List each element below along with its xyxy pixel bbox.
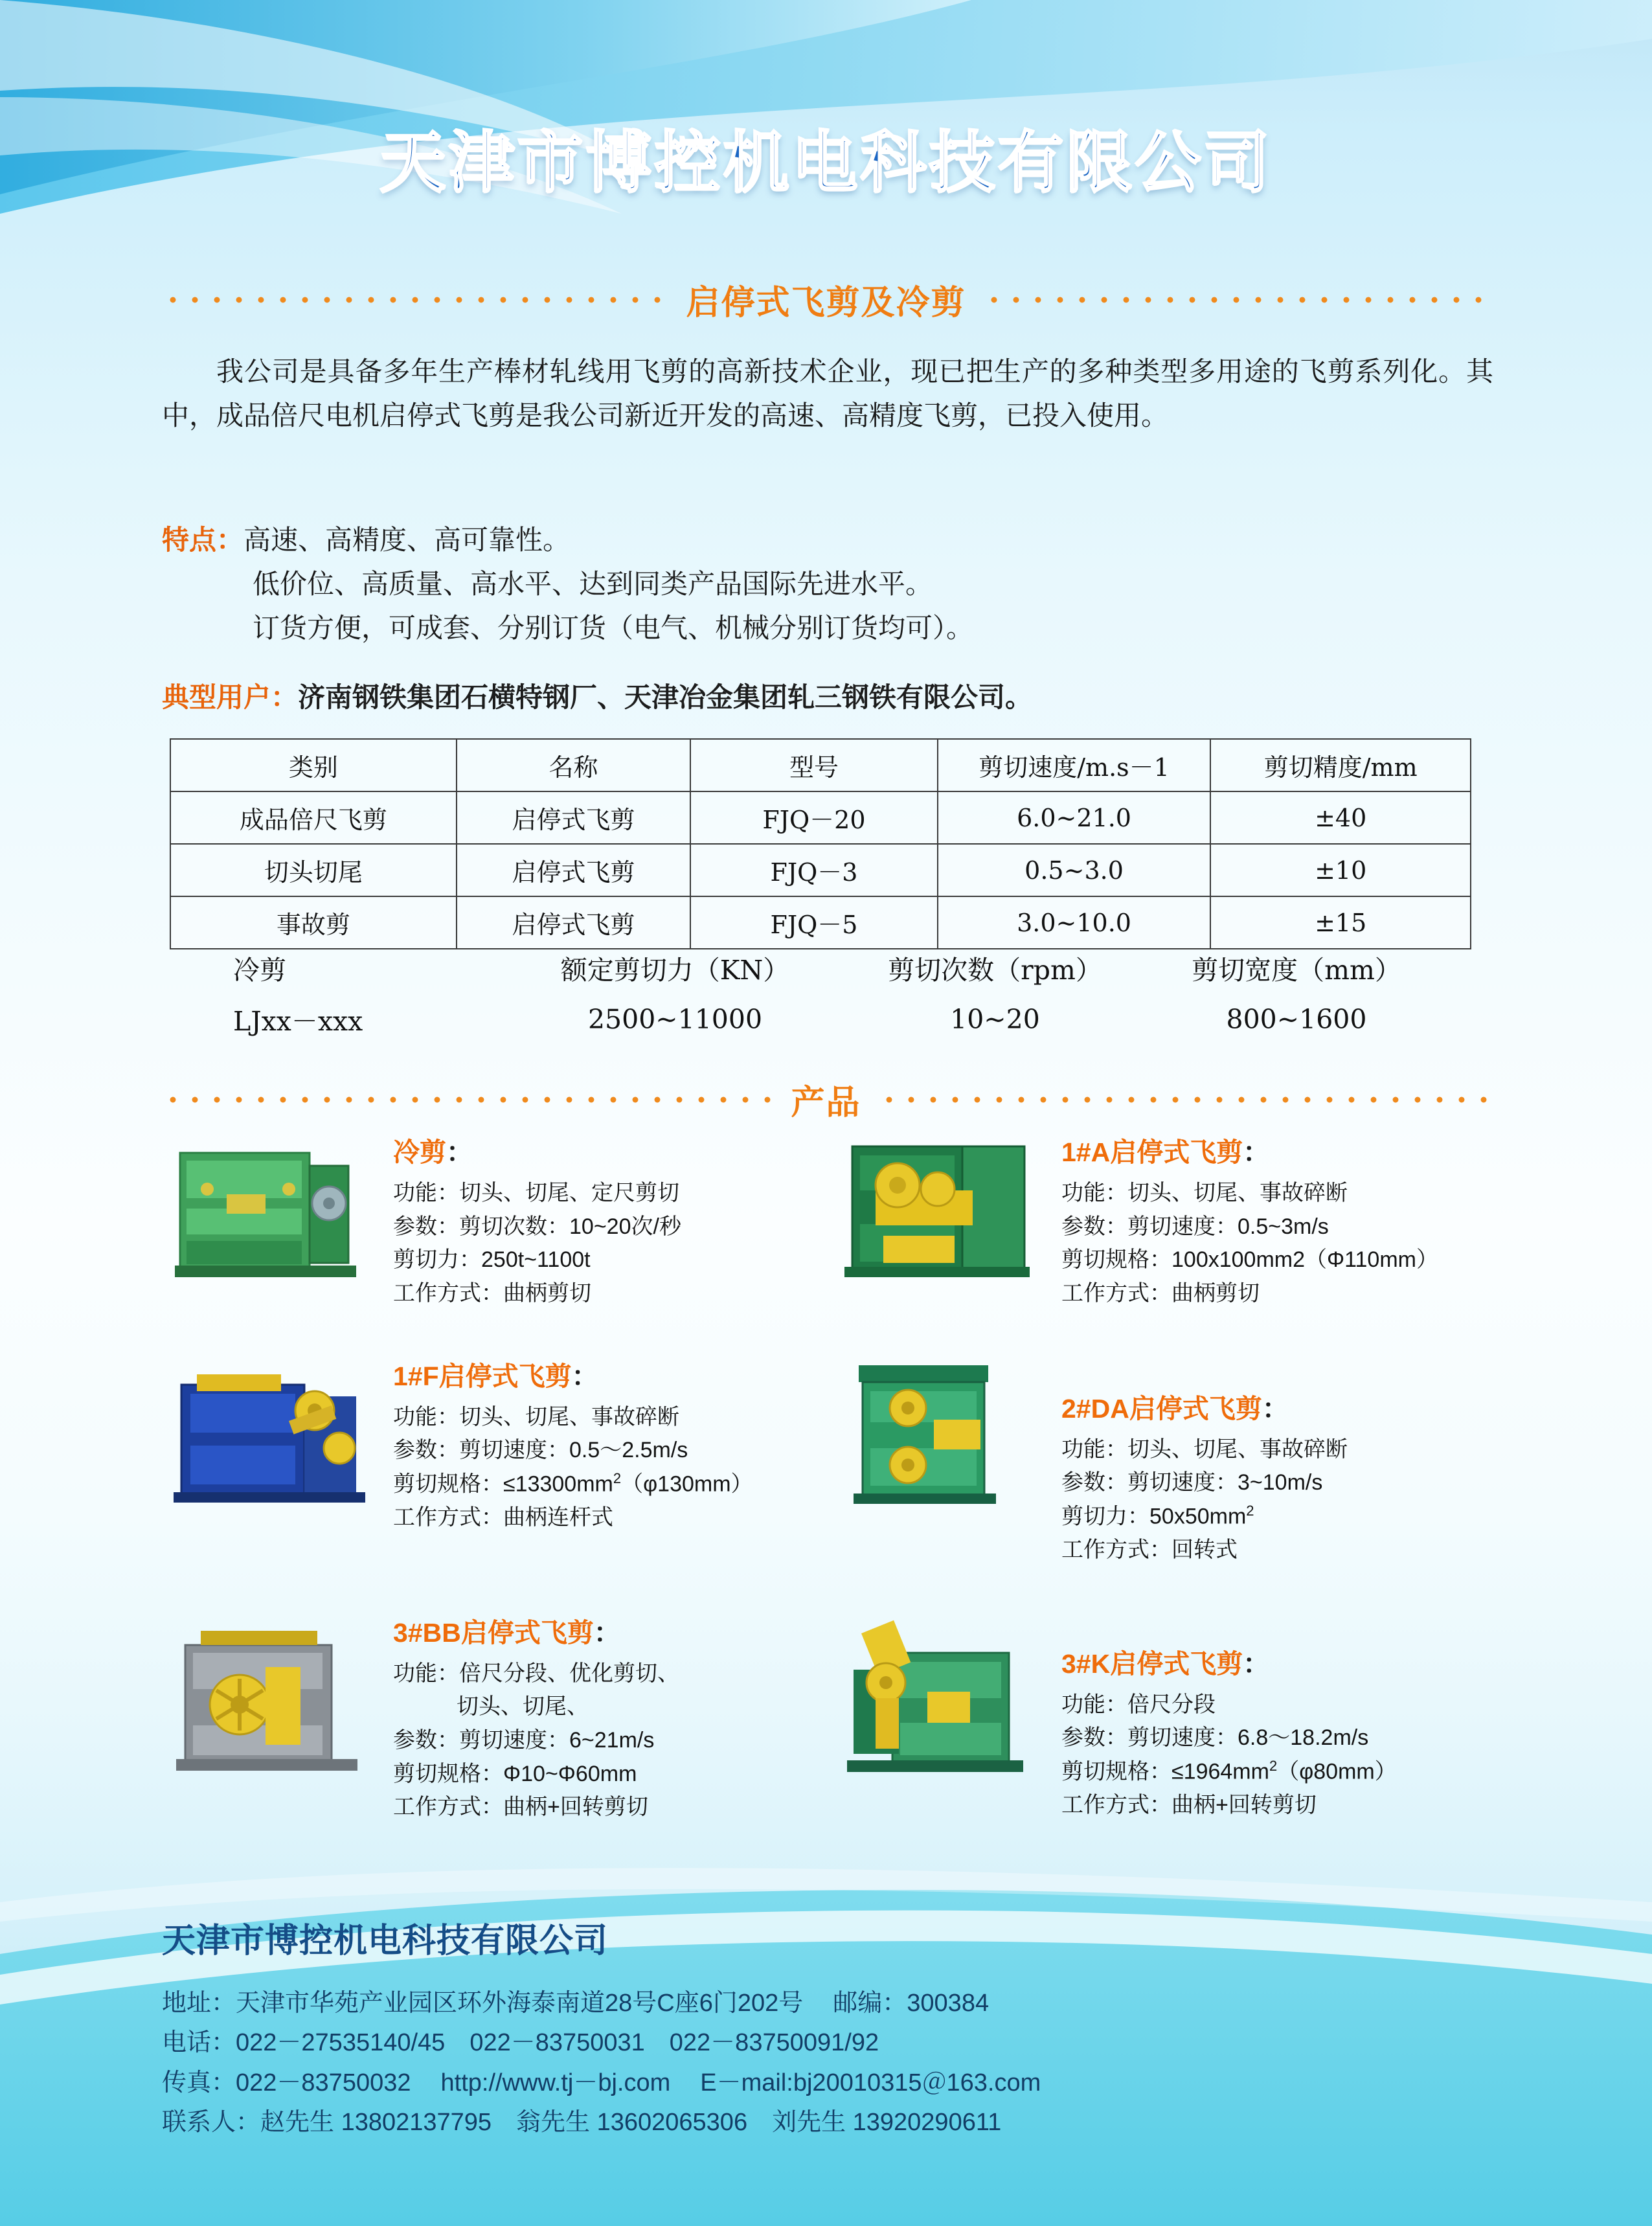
- spec-th-3: 剪切速度/m.s－1: [938, 739, 1211, 791]
- product-card-1a: [827, 1127, 1495, 1315]
- product-image-3bb: [159, 1607, 379, 1824]
- spec-r1c0: 切头切尾: [170, 844, 457, 896]
- product-info-2da: [1061, 1351, 1495, 1567]
- product-line: 参数：剪切速度：3~10m/s: [1061, 1470, 1323, 1495]
- footer-contacts-row: [162, 2103, 1496, 2143]
- products-grid: [159, 1127, 1496, 1828]
- phone-label: 电话：: [162, 2029, 236, 2057]
- product-line: 剪切规格：100x100mm2（Φ110mm）: [1061, 1247, 1438, 1273]
- product-title-colon: ：: [1262, 1393, 1289, 1424]
- cold-th-1: 额定剪切力（KN）: [560, 955, 790, 986]
- product-title-colon: ：: [571, 1361, 598, 1391]
- product-row-2: [159, 1351, 1496, 1571]
- product-row-3: [159, 1607, 1496, 1828]
- feature-text-3: 订货方便，可成套、分别订货（电气、机械分别订货均可）。: [253, 613, 974, 644]
- feature-row-3: [162, 606, 1493, 650]
- spec-th-4: 剪切精度/mm: [1210, 739, 1471, 791]
- product-title-1a: [1061, 1131, 1495, 1169]
- product-line: 工作方式：曲柄+回转剪切: [1061, 1793, 1317, 1818]
- product-line: 参数：剪切速度：6.8～18.2m/s: [1061, 1725, 1369, 1751]
- spec-th-1: 名称: [457, 739, 690, 791]
- product-title-text: 3#K启停式飞剪: [1061, 1648, 1243, 1679]
- product-image-cold-shear: [159, 1127, 379, 1311]
- product-line: 工作方式：曲柄剪切: [393, 1281, 591, 1306]
- product-row-1: [159, 1127, 1496, 1315]
- spec-r0c2: FJQ－20: [690, 791, 938, 844]
- product-line: 切头、切尾、: [457, 1694, 589, 1720]
- product-line: 功能：倍尺分段: [1061, 1692, 1216, 1717]
- product-line: 功能：切头、切尾、事故碎断: [393, 1404, 679, 1429]
- address-value: 天津市华苑产业园区环外海泰南道28号C座6门202号: [236, 1989, 804, 2017]
- product-card-1f: [159, 1351, 827, 1571]
- footer-phone-row: [162, 2023, 1496, 2063]
- feature-row-1: [162, 518, 1493, 562]
- cold-th-3: 剪切宽度（mm）: [1192, 955, 1401, 986]
- product-title-2da: [1061, 1387, 1495, 1425]
- spec-r1c3: 0.5~3.0: [938, 844, 1211, 896]
- features-label: 特点：: [162, 525, 244, 555]
- product-title-text: 2#DA启停式飞剪: [1061, 1393, 1262, 1424]
- product-title-text: 1#F启停式飞剪: [393, 1361, 572, 1391]
- footer-company: 天津市博控机电科技有限公司: [162, 1922, 609, 1960]
- cold-shear-table: [214, 942, 1444, 1045]
- product-line: 功能：切头、切尾、事故碎断: [1061, 1437, 1348, 1462]
- cold-r0c3: 800~1600: [1226, 1003, 1367, 1035]
- page-title: 天津市博控机电科技有限公司: [379, 124, 1273, 201]
- typical-users-row: [162, 677, 1493, 718]
- cold-table-header-row: [214, 942, 1444, 994]
- product-image-1f: [159, 1351, 379, 1567]
- cold-r0c2: 10~20: [950, 1003, 1040, 1035]
- cold-th-0: 冷剪: [233, 955, 286, 986]
- spec-r2c0: 事故剪: [170, 896, 457, 949]
- product-line: 参数：剪切速度：0.5～2.5m/s: [393, 1438, 688, 1463]
- product-image-3k: [827, 1607, 1047, 1824]
- feature-row-2: [162, 562, 1493, 606]
- contact-label: 联系人：: [162, 2109, 261, 2137]
- product-card-3bb: [159, 1607, 827, 1828]
- typical-users-label: 典型用户：: [162, 682, 299, 712]
- feature-text-2: 低价位、高质量、高水平、达到同类产品国际先进水平。: [253, 569, 933, 600]
- phone-value: 022－27535140/45 022－83750031 022－83750091/92: [236, 2029, 879, 2057]
- intro-block: [162, 350, 1493, 438]
- product-card-2da: [827, 1351, 1495, 1571]
- product-line: 工作方式：曲柄连杆式: [393, 1505, 613, 1530]
- product-line: 功能：切头、切尾、定尺剪切: [393, 1181, 679, 1205]
- address-label: 地址：: [162, 1989, 236, 2017]
- email-link[interactable]: E－mail:bj20010315＠163.com: [700, 2069, 1041, 2096]
- dotted-rule-left-2: [162, 1096, 775, 1103]
- table-row: [170, 844, 1471, 896]
- spec-r1c4: ±10: [1210, 844, 1471, 896]
- footer-fax-row: [162, 2063, 1496, 2104]
- product-title-cold-shear: [393, 1131, 827, 1169]
- intro-paragraph: 我公司是具备多年生产棒材轧线用飞剪的高新技术企业，现已把生产的多种类型多用途的飞剪系列化。其中，成品倍尺电机启停式飞剪是我公司新近开发的高速、高精度飞剪，已投入使用。: [162, 356, 1493, 431]
- dotted-rule-right-2: [878, 1096, 1491, 1103]
- product-info-cold-shear: [393, 1127, 827, 1311]
- product-line: 剪切力：250t~1100t: [393, 1247, 591, 1273]
- spec-r0c0: 成品倍尺飞剪: [170, 791, 457, 844]
- product-line: 剪切规格：$\le 13300mm^2(\varphi 130mm)$: [393, 1470, 753, 1497]
- typical-users-value: 济南钢铁集团石横特钢厂、天津冶金集团轧三钢铁有限公司。: [298, 682, 1033, 712]
- section-band-products: [162, 1075, 1490, 1124]
- section-title-2: 产品: [791, 1084, 861, 1122]
- product-title-colon: ：: [1243, 1648, 1270, 1679]
- contact-value: 赵先生 13802137795 翁先生 13602065306 刘先生 13920290611: [260, 2109, 1002, 2137]
- spec-r2c4: ±15: [1210, 896, 1471, 949]
- product-title-3k: [1061, 1642, 1495, 1681]
- product-line: 工作方式：曲柄剪切: [1061, 1281, 1260, 1306]
- zip-value: 300384: [907, 1989, 990, 2017]
- section-band-products-intro: [162, 275, 1490, 324]
- cold-r0c0: LJxx－xxx: [233, 1006, 363, 1037]
- section-title-1: 启停式飞剪及冷剪: [686, 284, 966, 322]
- product-image-1a: [827, 1127, 1047, 1311]
- spec-th-0: 类别: [170, 739, 457, 791]
- feature-text-1: 高速、高精度、高可靠性。: [243, 525, 571, 555]
- cold-r0c1: 2500~11000: [587, 1003, 763, 1035]
- product-title-text: 1#A启停式飞剪: [1061, 1137, 1243, 1167]
- product-line: 剪切规格：$\le 1964mm^2(\varphi 80mm)$: [1061, 1758, 1397, 1784]
- footer-address-row: [162, 1984, 1496, 2024]
- dotted-rule-right: [983, 297, 1491, 303]
- product-line: 参数：剪切速度：6~21m/s: [393, 1728, 655, 1753]
- spec-r2c3: 3.0~10.0: [938, 896, 1211, 949]
- product-card-cold-shear: [159, 1127, 827, 1315]
- product-title-1f: [393, 1355, 827, 1393]
- product-title-3bb: [393, 1611, 827, 1650]
- product-line: 参数：剪切速度：0.5~3m/s: [1061, 1214, 1329, 1239]
- product-line: 功能：切头、切尾、事故碎断: [1061, 1181, 1348, 1205]
- product-title-colon: ：: [1243, 1137, 1270, 1167]
- product-title-colon: ：: [593, 1617, 620, 1648]
- table-row: [170, 896, 1471, 949]
- footer: [162, 1913, 1496, 2143]
- product-title-text: 3#BB启停式飞剪: [393, 1617, 594, 1648]
- product-title-text: 冷剪: [393, 1137, 446, 1167]
- spec-r1c1: 启停式飞剪: [457, 844, 690, 896]
- features-block: [162, 518, 1493, 650]
- product-line: 剪切规格：Φ10~Φ60mm: [393, 1761, 637, 1786]
- product-info-3k: [1061, 1607, 1495, 1824]
- zip-label: 邮编：: [833, 1989, 907, 2017]
- product-card-3k: [827, 1607, 1495, 1828]
- cold-th-2: 剪切次数（rpm）: [888, 955, 1102, 986]
- product-line: 参数：剪切次数：10~20次/秒: [393, 1214, 681, 1239]
- spec-r2c1: 启停式飞剪: [457, 896, 690, 949]
- spec-th-2: 型号: [690, 739, 938, 791]
- spec-r0c1: 启停式飞剪: [457, 791, 690, 844]
- product-info-3bb: [393, 1607, 827, 1824]
- spec-r0c4: ±40: [1210, 791, 1471, 844]
- table-row: [214, 994, 1444, 1045]
- fax-value: 022－83750032: [236, 2069, 411, 2096]
- dotted-rule-left: [162, 297, 670, 303]
- product-image-2da: [827, 1351, 1047, 1567]
- spec-table-header-row: [170, 739, 1471, 791]
- spec-table: [170, 738, 1471, 949]
- spec-r0c3: 6.0~21.0: [938, 791, 1211, 844]
- table-row: [170, 791, 1471, 844]
- product-title-colon: ：: [446, 1137, 473, 1167]
- product-line: 剪切力：$50x50mm^2$: [1061, 1503, 1254, 1529]
- product-line: 功能：倍尺分段、优化剪切、: [393, 1661, 679, 1686]
- spec-r2c2: FJQ－5: [690, 896, 938, 949]
- product-line: 工作方式：回转式: [1061, 1538, 1238, 1563]
- spec-r1c2: FJQ－3: [690, 844, 938, 896]
- product-info-1a: [1061, 1127, 1495, 1311]
- product-line: 工作方式：曲柄+回转剪切: [393, 1795, 648, 1820]
- product-info-1f: [393, 1351, 827, 1567]
- fax-label: 传真：: [162, 2069, 236, 2096]
- website-link[interactable]: http://www.tj－bj.com: [440, 2069, 671, 2096]
